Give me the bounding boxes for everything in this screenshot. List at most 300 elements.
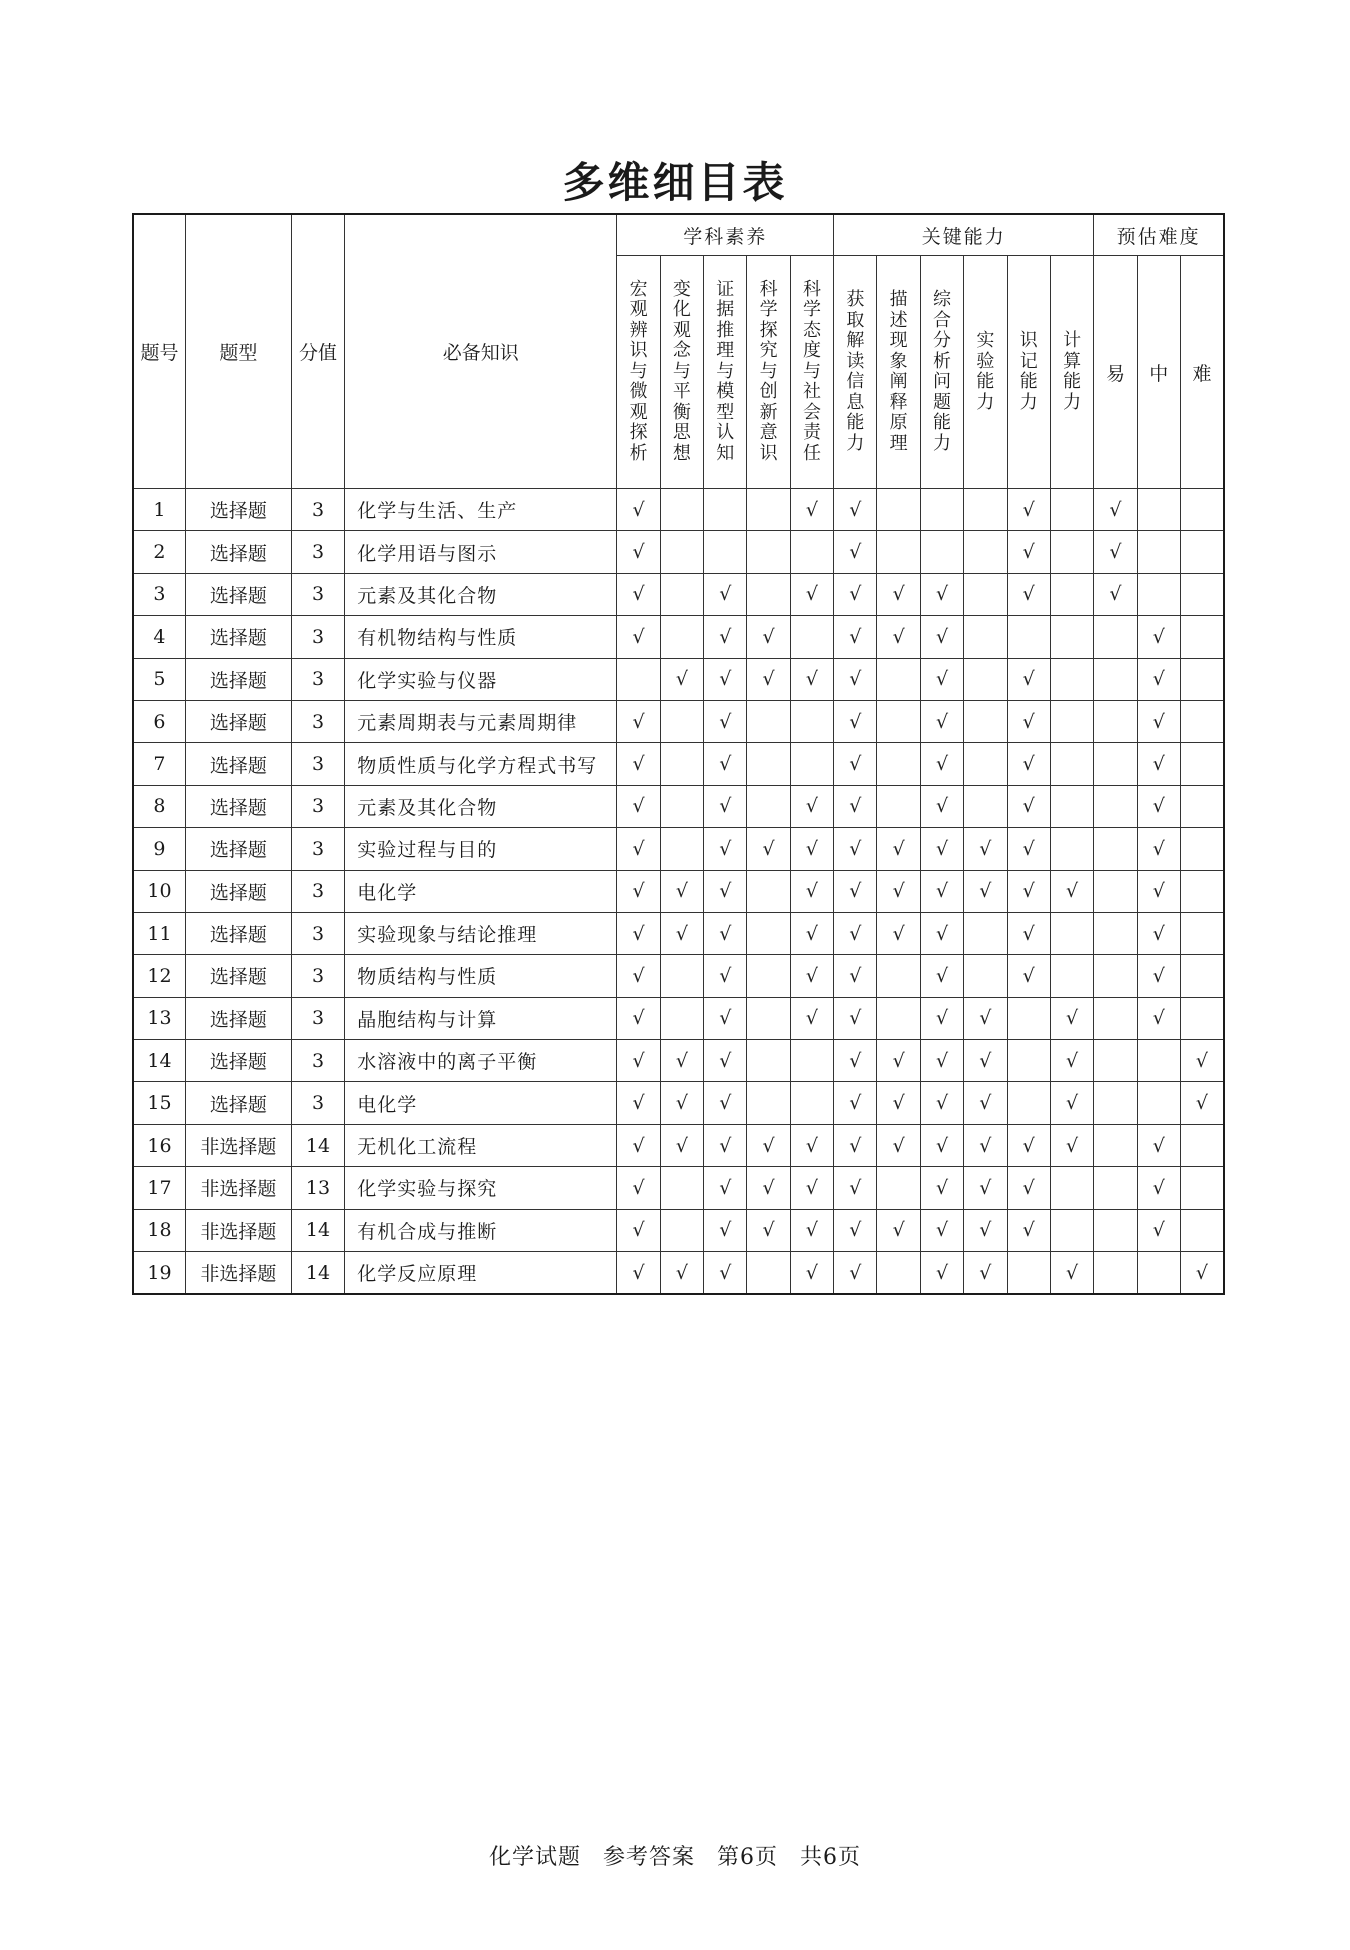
table-row <box>133 1082 1224 1124</box>
check-mark-cell: √ <box>617 1124 660 1166</box>
check-mark-cell: √ <box>920 785 963 827</box>
empty-cell <box>1137 1040 1180 1082</box>
check-mark-cell: √ <box>834 785 877 827</box>
check-mark-cell: √ <box>920 997 963 1039</box>
empty-cell <box>1094 1167 1137 1209</box>
empty-cell <box>1007 997 1050 1039</box>
check-mark-cell: √ <box>920 700 963 742</box>
knowledge-cell: 化学反应原理 <box>345 1252 617 1295</box>
check-mark-cell: √ <box>834 912 877 954</box>
empty-cell <box>877 743 920 785</box>
knowledge-cell: 化学实验与探究 <box>345 1167 617 1209</box>
check-mark-cell: √ <box>877 1082 920 1124</box>
check-mark-cell: √ <box>1007 785 1050 827</box>
check-mark-cell: √ <box>920 573 963 615</box>
score-cell: 3 <box>291 531 344 573</box>
question-type-cell: 选择题 <box>185 870 291 912</box>
check-mark-cell: √ <box>617 828 660 870</box>
empty-cell <box>877 1167 920 1209</box>
empty-cell <box>1180 743 1224 785</box>
empty-cell <box>1180 616 1224 658</box>
empty-cell <box>964 743 1007 785</box>
knowledge-cell: 元素及其化合物 <box>345 573 617 615</box>
check-mark-cell: √ <box>834 1209 877 1251</box>
score-cell: 3 <box>291 912 344 954</box>
question-number-cell: 13 <box>133 997 185 1039</box>
question-type-cell: 非选择题 <box>185 1252 291 1295</box>
empty-cell <box>747 573 790 615</box>
empty-cell <box>964 658 1007 700</box>
check-mark-cell: √ <box>617 573 660 615</box>
empty-cell <box>964 785 1007 827</box>
check-mark-cell: √ <box>790 573 833 615</box>
question-number-cell: 12 <box>133 955 185 997</box>
empty-cell <box>964 489 1007 531</box>
knowledge-cell: 物质结构与性质 <box>345 955 617 997</box>
empty-cell <box>877 658 920 700</box>
header-literacy-col: 变化观念与平衡思想 <box>660 256 703 489</box>
header-group-ability: 关键能力 <box>834 214 1094 256</box>
check-mark-cell: √ <box>617 912 660 954</box>
empty-cell <box>1180 658 1224 700</box>
check-mark-cell: √ <box>964 870 1007 912</box>
check-mark-cell: √ <box>1007 489 1050 531</box>
empty-cell <box>1050 1209 1093 1251</box>
empty-cell <box>1094 700 1137 742</box>
header-group-difficulty: 预估难度 <box>1094 214 1224 256</box>
empty-cell <box>660 1167 703 1209</box>
check-mark-cell: √ <box>834 870 877 912</box>
check-mark-cell: √ <box>1007 1167 1050 1209</box>
empty-cell <box>747 1040 790 1082</box>
check-mark-cell: √ <box>920 1040 963 1082</box>
check-mark-cell: √ <box>1050 1040 1093 1082</box>
check-mark-cell: √ <box>834 700 877 742</box>
check-mark-cell: √ <box>704 616 747 658</box>
page-footer: 化学试题 参考答案 第6页 共6页 <box>489 1845 861 1870</box>
check-mark-cell: √ <box>920 870 963 912</box>
check-mark-cell: √ <box>1137 1209 1180 1251</box>
check-mark-cell: √ <box>660 658 703 700</box>
check-mark-cell: √ <box>920 1082 963 1124</box>
check-mark-cell: √ <box>1180 1082 1224 1124</box>
empty-cell <box>1180 955 1224 997</box>
empty-cell <box>1050 743 1093 785</box>
check-mark-cell: √ <box>1007 531 1050 573</box>
empty-cell <box>660 700 703 742</box>
check-mark-cell: √ <box>617 531 660 573</box>
knowledge-cell: 有机物结构与性质 <box>345 616 617 658</box>
empty-cell <box>790 616 833 658</box>
question-type-cell: 选择题 <box>185 828 291 870</box>
empty-cell <box>747 785 790 827</box>
check-mark-cell: √ <box>920 828 963 870</box>
check-mark-cell: √ <box>964 1252 1007 1295</box>
header-difficulty-medium: 中 <box>1137 256 1180 489</box>
empty-cell <box>920 531 963 573</box>
question-number-cell: 19 <box>133 1252 185 1295</box>
specification-table <box>132 213 1225 1295</box>
empty-cell <box>1137 1082 1180 1124</box>
check-mark-cell: √ <box>704 1124 747 1166</box>
empty-cell <box>1180 1167 1224 1209</box>
check-mark-cell: √ <box>1137 700 1180 742</box>
check-mark-cell: √ <box>1050 870 1093 912</box>
empty-cell <box>747 1082 790 1124</box>
check-mark-cell: √ <box>920 1209 963 1251</box>
score-cell: 3 <box>291 616 344 658</box>
check-mark-cell: √ <box>790 997 833 1039</box>
question-type-cell: 非选择题 <box>185 1167 291 1209</box>
header-literacy-col: 证据推理与模型认知 <box>704 256 747 489</box>
score-cell: 3 <box>291 700 344 742</box>
check-mark-cell: √ <box>617 955 660 997</box>
empty-cell <box>747 997 790 1039</box>
check-mark-cell: √ <box>834 1124 877 1166</box>
check-mark-cell: √ <box>1007 743 1050 785</box>
check-mark-cell: √ <box>704 912 747 954</box>
empty-cell <box>1180 828 1224 870</box>
knowledge-cell: 实验现象与结论推理 <box>345 912 617 954</box>
page-title: 多维细目表 <box>562 158 788 207</box>
check-mark-cell: √ <box>704 743 747 785</box>
check-mark-cell: √ <box>1007 955 1050 997</box>
check-mark-cell: √ <box>704 955 747 997</box>
empty-cell <box>1050 658 1093 700</box>
score-cell: 14 <box>291 1209 344 1251</box>
empty-cell <box>790 1040 833 1082</box>
score-cell: 13 <box>291 1167 344 1209</box>
empty-cell <box>1050 1167 1093 1209</box>
empty-cell <box>704 531 747 573</box>
empty-cell <box>964 573 1007 615</box>
question-number-cell: 15 <box>133 1082 185 1124</box>
empty-cell <box>1094 997 1137 1039</box>
check-mark-cell: √ <box>747 1209 790 1251</box>
table-row <box>133 1040 1224 1082</box>
check-mark-cell: √ <box>1137 658 1180 700</box>
knowledge-cell: 物质性质与化学方程式书写 <box>345 743 617 785</box>
check-mark-cell: √ <box>1007 828 1050 870</box>
check-mark-cell: √ <box>617 1252 660 1295</box>
check-mark-cell: √ <box>964 1124 1007 1166</box>
check-mark-cell: √ <box>920 1124 963 1166</box>
score-cell: 3 <box>291 489 344 531</box>
empty-cell <box>747 531 790 573</box>
check-mark-cell: √ <box>617 1209 660 1251</box>
score-cell: 3 <box>291 573 344 615</box>
check-mark-cell: √ <box>1137 912 1180 954</box>
score-cell: 3 <box>291 785 344 827</box>
check-mark-cell: √ <box>834 573 877 615</box>
check-mark-cell: √ <box>834 1040 877 1082</box>
check-mark-cell: √ <box>747 1167 790 1209</box>
score-cell: 3 <box>291 955 344 997</box>
check-mark-cell: √ <box>790 785 833 827</box>
question-type-cell: 选择题 <box>185 955 291 997</box>
empty-cell <box>1050 531 1093 573</box>
check-mark-cell: √ <box>617 1167 660 1209</box>
empty-cell <box>1137 573 1180 615</box>
knowledge-cell: 实验过程与目的 <box>345 828 617 870</box>
check-mark-cell: √ <box>834 828 877 870</box>
empty-cell <box>1094 616 1137 658</box>
header-knowledge: 必备知识 <box>345 214 617 489</box>
score-cell: 3 <box>291 658 344 700</box>
empty-cell <box>1094 1040 1137 1082</box>
check-mark-cell: √ <box>1137 870 1180 912</box>
check-mark-cell: √ <box>920 658 963 700</box>
check-mark-cell: √ <box>1007 870 1050 912</box>
header-ability-col: 描述现象阐释原理 <box>877 256 920 489</box>
table-row <box>133 1252 1224 1295</box>
empty-cell <box>790 1082 833 1124</box>
empty-cell <box>877 489 920 531</box>
empty-cell <box>1050 573 1093 615</box>
knowledge-cell: 化学与生活、生产 <box>345 489 617 531</box>
check-mark-cell: √ <box>617 1082 660 1124</box>
check-mark-cell: √ <box>704 785 747 827</box>
empty-cell <box>1180 489 1224 531</box>
empty-cell <box>1137 1252 1180 1295</box>
score-cell: 3 <box>291 743 344 785</box>
knowledge-cell: 电化学 <box>345 870 617 912</box>
empty-cell <box>877 1252 920 1295</box>
check-mark-cell: √ <box>1094 573 1137 615</box>
check-mark-cell: √ <box>617 870 660 912</box>
check-mark-cell: √ <box>877 1209 920 1251</box>
check-mark-cell: √ <box>704 1209 747 1251</box>
check-mark-cell: √ <box>660 912 703 954</box>
check-mark-cell: √ <box>1180 1252 1224 1295</box>
score-cell: 3 <box>291 828 344 870</box>
check-mark-cell: √ <box>617 616 660 658</box>
header-difficulty-hard: 难 <box>1180 256 1224 489</box>
empty-cell <box>790 531 833 573</box>
empty-cell <box>660 573 703 615</box>
header-ability-col: 获取解读信息能力 <box>834 256 877 489</box>
check-mark-cell: √ <box>790 828 833 870</box>
check-mark-cell: √ <box>1007 700 1050 742</box>
header-qnum: 题号 <box>133 214 185 489</box>
table-row <box>133 531 1224 573</box>
check-mark-cell: √ <box>617 489 660 531</box>
check-mark-cell: √ <box>1007 658 1050 700</box>
check-mark-cell: √ <box>964 1082 1007 1124</box>
check-mark-cell: √ <box>790 870 833 912</box>
check-mark-cell: √ <box>1094 489 1137 531</box>
question-number-cell: 3 <box>133 573 185 615</box>
check-mark-cell: √ <box>790 1252 833 1295</box>
check-mark-cell: √ <box>617 785 660 827</box>
check-mark-cell: √ <box>964 828 1007 870</box>
check-mark-cell: √ <box>920 1167 963 1209</box>
table-row <box>133 1167 1224 1209</box>
check-mark-cell: √ <box>704 658 747 700</box>
check-mark-cell: √ <box>834 658 877 700</box>
header-ability-col: 识记能力 <box>1007 256 1050 489</box>
check-mark-cell: √ <box>704 1040 747 1082</box>
empty-cell <box>1094 1252 1137 1295</box>
header-literacy-col: 科学探究与创新意识 <box>747 256 790 489</box>
check-mark-cell: √ <box>1137 1167 1180 1209</box>
check-mark-cell: √ <box>747 658 790 700</box>
question-type-cell: 选择题 <box>185 743 291 785</box>
check-mark-cell: √ <box>877 870 920 912</box>
check-mark-cell: √ <box>617 743 660 785</box>
question-type-cell: 非选择题 <box>185 1124 291 1166</box>
check-mark-cell: √ <box>964 1167 1007 1209</box>
empty-cell <box>1050 785 1093 827</box>
check-mark-cell: √ <box>920 616 963 658</box>
check-mark-cell: √ <box>834 1082 877 1124</box>
check-mark-cell: √ <box>790 1167 833 1209</box>
check-mark-cell: √ <box>1137 1124 1180 1166</box>
header-ability-col: 实验能力 <box>964 256 1007 489</box>
empty-cell <box>964 912 1007 954</box>
empty-cell <box>790 700 833 742</box>
check-mark-cell: √ <box>704 1252 747 1295</box>
empty-cell <box>1180 870 1224 912</box>
check-mark-cell: √ <box>1050 1252 1093 1295</box>
empty-cell <box>704 489 747 531</box>
check-mark-cell: √ <box>1137 997 1180 1039</box>
empty-cell <box>1180 531 1224 573</box>
question-type-cell: 选择题 <box>185 489 291 531</box>
empty-cell <box>617 658 660 700</box>
question-number-cell: 2 <box>133 531 185 573</box>
check-mark-cell: √ <box>747 1124 790 1166</box>
empty-cell <box>1007 1082 1050 1124</box>
check-mark-cell: √ <box>617 700 660 742</box>
question-type-cell: 选择题 <box>185 531 291 573</box>
empty-cell <box>1180 700 1224 742</box>
check-mark-cell: √ <box>617 1040 660 1082</box>
empty-cell <box>1050 828 1093 870</box>
empty-cell <box>660 1209 703 1251</box>
check-mark-cell: √ <box>704 997 747 1039</box>
check-mark-cell: √ <box>790 955 833 997</box>
empty-cell <box>1007 616 1050 658</box>
empty-cell <box>660 531 703 573</box>
empty-cell <box>1050 955 1093 997</box>
question-number-cell: 16 <box>133 1124 185 1166</box>
empty-cell <box>1094 828 1137 870</box>
check-mark-cell: √ <box>704 828 747 870</box>
table-row <box>133 489 1224 531</box>
table-body <box>133 489 1224 1295</box>
empty-cell <box>660 997 703 1039</box>
check-mark-cell: √ <box>877 573 920 615</box>
check-mark-cell: √ <box>790 912 833 954</box>
header-group-literacy: 学科素养 <box>617 214 834 256</box>
question-type-cell: 选择题 <box>185 997 291 1039</box>
empty-cell <box>1137 531 1180 573</box>
table-row <box>133 828 1224 870</box>
check-mark-cell: √ <box>877 912 920 954</box>
empty-cell <box>1180 785 1224 827</box>
question-type-cell: 选择题 <box>185 912 291 954</box>
knowledge-cell: 化学实验与仪器 <box>345 658 617 700</box>
score-cell: 3 <box>291 997 344 1039</box>
table-row <box>133 912 1224 954</box>
check-mark-cell: √ <box>790 1124 833 1166</box>
empty-cell <box>1007 1252 1050 1295</box>
check-mark-cell: √ <box>660 1082 703 1124</box>
empty-cell <box>1050 912 1093 954</box>
check-mark-cell: √ <box>834 955 877 997</box>
knowledge-cell: 晶胞结构与计算 <box>345 997 617 1039</box>
empty-cell <box>964 616 1007 658</box>
question-type-cell: 选择题 <box>185 1082 291 1124</box>
empty-cell <box>920 489 963 531</box>
question-type-cell: 选择题 <box>185 785 291 827</box>
table-row <box>133 743 1224 785</box>
empty-cell <box>747 955 790 997</box>
empty-cell <box>877 531 920 573</box>
score-cell: 14 <box>291 1252 344 1295</box>
check-mark-cell: √ <box>790 489 833 531</box>
empty-cell <box>747 489 790 531</box>
empty-cell <box>1050 616 1093 658</box>
check-mark-cell: √ <box>1007 912 1050 954</box>
question-number-cell: 7 <box>133 743 185 785</box>
check-mark-cell: √ <box>1137 616 1180 658</box>
check-mark-cell: √ <box>1137 828 1180 870</box>
header-ability-col: 综合分析问题能力 <box>920 256 963 489</box>
empty-cell <box>1094 1124 1137 1166</box>
question-type-cell: 选择题 <box>185 700 291 742</box>
knowledge-cell: 无机化工流程 <box>345 1124 617 1166</box>
check-mark-cell: √ <box>660 1040 703 1082</box>
empty-cell <box>1094 743 1137 785</box>
empty-cell <box>877 700 920 742</box>
check-mark-cell: √ <box>877 1124 920 1166</box>
empty-cell <box>1094 785 1137 827</box>
table-row <box>133 573 1224 615</box>
check-mark-cell: √ <box>660 870 703 912</box>
question-type-cell: 选择题 <box>185 658 291 700</box>
check-mark-cell: √ <box>1180 1040 1224 1082</box>
check-mark-cell: √ <box>1137 785 1180 827</box>
check-mark-cell: √ <box>834 1167 877 1209</box>
check-mark-cell: √ <box>660 1252 703 1295</box>
knowledge-cell: 水溶液中的离子平衡 <box>345 1040 617 1082</box>
question-number-cell: 8 <box>133 785 185 827</box>
question-number-cell: 4 <box>133 616 185 658</box>
check-mark-cell: √ <box>834 489 877 531</box>
score-cell: 14 <box>291 1124 344 1166</box>
empty-cell <box>660 785 703 827</box>
empty-cell <box>790 743 833 785</box>
check-mark-cell: √ <box>920 1252 963 1295</box>
empty-cell <box>1050 700 1093 742</box>
empty-cell <box>1094 1082 1137 1124</box>
knowledge-cell: 有机合成与推断 <box>345 1209 617 1251</box>
check-mark-cell: √ <box>1050 997 1093 1039</box>
check-mark-cell: √ <box>1050 1124 1093 1166</box>
empty-cell <box>660 955 703 997</box>
empty-cell <box>1180 1209 1224 1251</box>
empty-cell <box>660 743 703 785</box>
knowledge-cell: 元素及其化合物 <box>345 785 617 827</box>
empty-cell <box>1180 573 1224 615</box>
score-cell: 3 <box>291 870 344 912</box>
question-type-cell: 选择题 <box>185 573 291 615</box>
check-mark-cell: √ <box>834 743 877 785</box>
header-difficulty-easy: 易 <box>1094 256 1137 489</box>
empty-cell <box>877 785 920 827</box>
